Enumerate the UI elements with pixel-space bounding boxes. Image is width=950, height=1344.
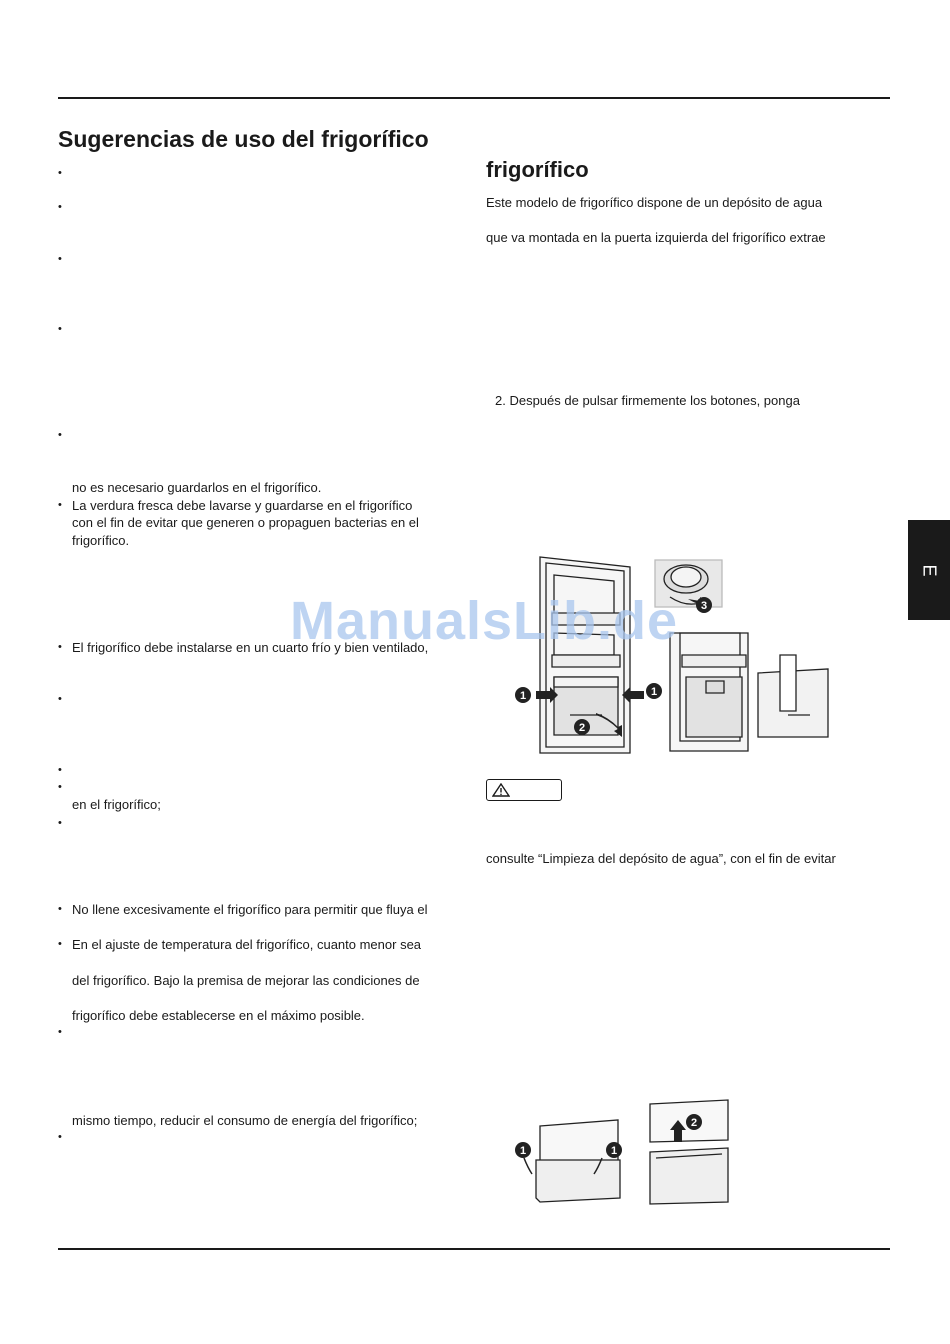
watermark: ManualsLib.de bbox=[290, 591, 679, 651]
text-line: mismo tiempo, reducir el consumo de energía del frigorífico; bbox=[72, 1113, 418, 1128]
callout-number: 1 bbox=[610, 1145, 618, 1157]
page-title: Sugerencias de uso del frigorífico bbox=[58, 126, 429, 152]
bullet: • bbox=[58, 1131, 62, 1143]
text-line: La verdura fresca debe lavarse y guardarse en el frigorífico bbox=[72, 498, 413, 513]
text-line: del frigorífico. Bajo la premisa de mejorar las condiciones de bbox=[72, 973, 420, 988]
bullet: • bbox=[58, 781, 62, 793]
text-line: No llene excesivamente el frigorífico para permitir que fluya el bbox=[72, 902, 428, 917]
bullet: • bbox=[58, 641, 62, 653]
bullet: • bbox=[58, 1026, 62, 1038]
text-line: 2. Después de pulsar firmemente los botones, ponga bbox=[495, 393, 800, 408]
warning-triangle-icon bbox=[492, 783, 510, 797]
bullet: • bbox=[58, 693, 62, 705]
top-rule bbox=[58, 97, 890, 99]
bullet: • bbox=[58, 323, 62, 335]
bullet: • bbox=[58, 817, 62, 829]
warning-box bbox=[486, 779, 562, 801]
callout-number: 2 bbox=[578, 722, 586, 734]
callout-number: 3 bbox=[700, 600, 708, 612]
text-line: frigorífico. bbox=[72, 533, 130, 548]
text-line: que va montada en la puerta izquierda del frigorífico extrae bbox=[486, 230, 826, 245]
text-line: frigorífico debe establecerse en el máximo posible. bbox=[72, 1008, 365, 1023]
chapter-letter: E bbox=[919, 563, 940, 577]
callout-number: 1 bbox=[519, 690, 527, 702]
bullet: • bbox=[58, 764, 62, 776]
bullet: • bbox=[58, 938, 62, 950]
text-line: Este modelo de frigorífico dispone de un depósito de agua bbox=[486, 195, 823, 210]
callout-number: 2 bbox=[690, 1117, 698, 1129]
text-line: El frigorífico debe instalarse en un cuarto frío y bien ventilado, bbox=[72, 640, 429, 655]
bullet: • bbox=[58, 903, 62, 915]
bullet: • bbox=[58, 201, 62, 213]
text-line: no es necesario guardarlos en el frigorífico. bbox=[72, 480, 322, 495]
section-title-right: frigorífico bbox=[486, 157, 589, 182]
text-line: consulte “Limpieza del depósito de agua”, con el fin de evitar bbox=[486, 851, 836, 866]
text-line: en el frigorífico; bbox=[72, 797, 161, 812]
text-line: con el fin de evitar que generen o propaguen bacterias en el bbox=[72, 515, 419, 530]
tank-lid-figure bbox=[510, 1098, 740, 1210]
water-tank-removal-figure bbox=[510, 555, 840, 755]
bottom-rule bbox=[58, 1248, 890, 1250]
bullet: • bbox=[58, 167, 62, 179]
callout-number: 1 bbox=[650, 686, 658, 698]
bullet: • bbox=[58, 253, 62, 265]
text-line: En el ajuste de temperatura del frigorífico, cuanto menor sea bbox=[72, 937, 422, 952]
bullet: • bbox=[58, 499, 62, 511]
bullet: • bbox=[58, 429, 62, 441]
callout-number: 1 bbox=[519, 1145, 527, 1157]
chapter-tab bbox=[908, 520, 950, 620]
